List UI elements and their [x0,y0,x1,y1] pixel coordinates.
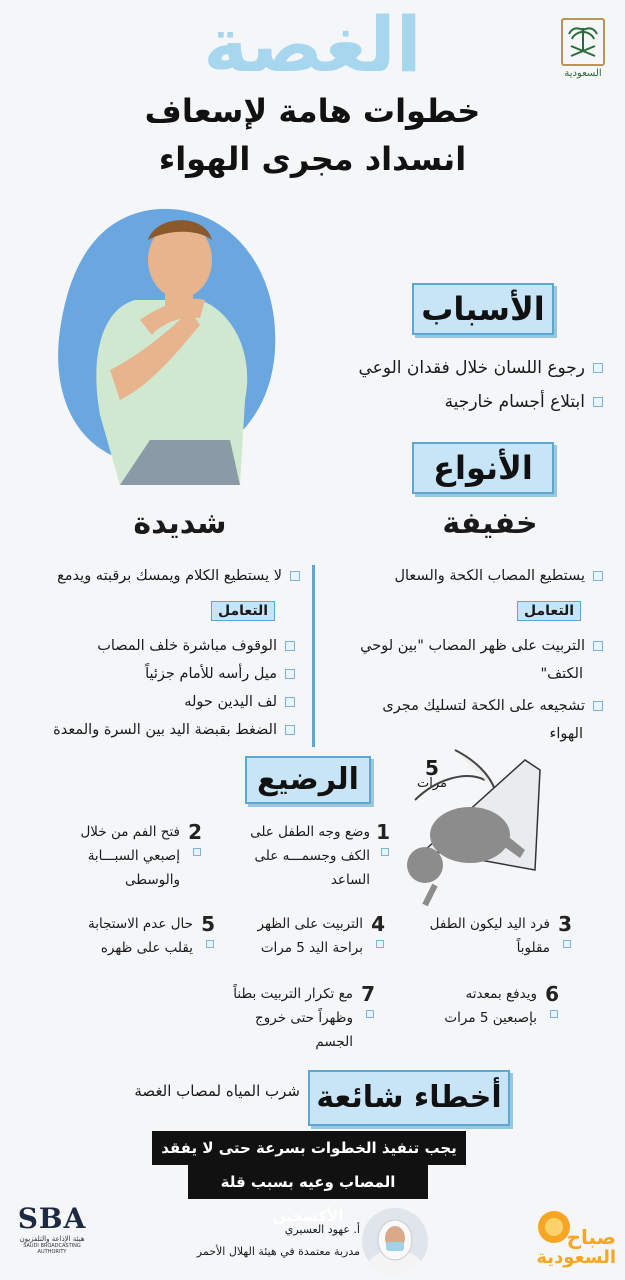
warning-line-1: يجب تنفيذ الخطوات بسرعة حتى لا يفقد [152,1131,466,1165]
bullet-icon [593,397,603,407]
subtitle-line-1: خطوات هامة لإسعاف [144,92,481,130]
sabah-alsaudia-logo [528,1205,618,1275]
mild-handling-list [313,632,603,748]
mild-handling-label: التعامل [517,601,581,621]
list-item: الهواء [549,726,583,742]
logo-caption: السعودية [564,68,602,79]
infant-back-blow-illustration [395,740,545,910]
bullet-icon [285,669,295,679]
cause-item: ابتلاع أجسام خارجية [283,392,603,412]
causes-list [283,352,603,418]
infant-step-2: 2 فتح الفم من خلال إصبعي السبـــابة والوسطى [80,820,202,888]
step-marker-icon [376,940,384,948]
cause-item: رجوع اللسان خلال فقدان الوعي [283,358,603,378]
saudi-logo [553,18,613,79]
sba-caption-en: SAUDI BROADCASTING AUTHORITY [23,1243,81,1255]
severe-title: شديدة [133,506,227,541]
infant-heading: الرضيع [245,756,371,804]
step-marker-icon [366,1010,374,1018]
sba-logo-text: SBA [17,1202,87,1235]
palm-swords-icon [561,18,605,66]
list-item: الضغط بقبضة اليد بين السرة والمعدة [5,716,295,744]
infant-step-7: 7 مع تكرار التربيت بطناً وظهراً حتى خروج الجسم [233,982,375,1050]
brand-line-1: صباح [566,1225,616,1249]
step-marker-icon [193,848,201,856]
expert-title: مدربة معتمدة في هيئة الهلال الأحمر [196,1245,360,1258]
bullet-icon [290,571,300,581]
list-item: الكتف" [540,666,583,682]
severe-symptom: لا يستطيع الكلام ويمسك برقبته ويدمع [0,563,300,589]
mild-symptom: يستطيع المصاب الكحة والسعال [313,563,603,589]
step-marker-icon [550,1010,558,1018]
infant-step-6: 6 ويدفع بمعدته بإصبعين 5 مرات [444,982,559,1026]
causes-heading: الأسباب [412,283,554,335]
list-item: ميل رأسه للأمام جزئياً [5,660,295,688]
step-marker-icon [563,940,571,948]
expert-avatar [362,1208,428,1274]
infant-step-5: 5 حال عدم الاستجابة يقلب على ظهره [87,912,215,956]
step-marker-icon [206,940,214,948]
bullet-icon [593,571,603,581]
bullet-icon [285,725,295,735]
severe-handling-label: التعامل [211,601,275,621]
sba-logo [12,1202,92,1255]
subtitle-line-2: انسداد مجرى الهواء [158,140,467,178]
choking-man-illustration [40,200,290,490]
bullet-icon [593,701,603,711]
repeat-note: 5 مرات [417,756,447,791]
infographic-title: الغصة [203,0,422,89]
warning-line-2: المصاب وعيه بسبب قلة الأكسجين [188,1165,428,1199]
brand-line-2: السعودية [536,1247,616,1268]
bullet-icon [593,641,603,651]
infant-step-1: 1 وضع وجه الطفل على الكف وجسمـــه على الساعد [250,820,390,888]
mistakes-heading: أخطاء شائعة [308,1070,510,1126]
list-item: التربيت على ظهر المصاب "بين لوحي [313,632,603,660]
types-heading: الأنواع [412,442,554,494]
step-marker-icon [381,848,389,856]
infant-step-3: 3 فرد اليد ليكون الطفل مقلوباً [429,912,572,956]
mistake-item: شرب المياه لمصاب الغصة [134,1082,300,1100]
expert-name: أ. عهود العسيري [284,1223,360,1236]
list-item: لف اليدين حوله [5,688,295,716]
severe-handling-list [5,632,295,744]
mild-title: خفيفة [442,506,538,541]
infant-step-4: 4 التربيت على الظهر براحة اليد 5 مرات [257,912,385,956]
list-item: تشجيعه على الكحة لتسليك مجرى [313,692,603,720]
bullet-icon [285,641,295,651]
sba-caption-ar: هيئة الإذاعة والتلفزيون [19,1235,85,1243]
bullet-icon [285,697,295,707]
bullet-icon [593,363,603,373]
list-item: الوقوف مباشرة خلف المصاب [5,632,295,660]
